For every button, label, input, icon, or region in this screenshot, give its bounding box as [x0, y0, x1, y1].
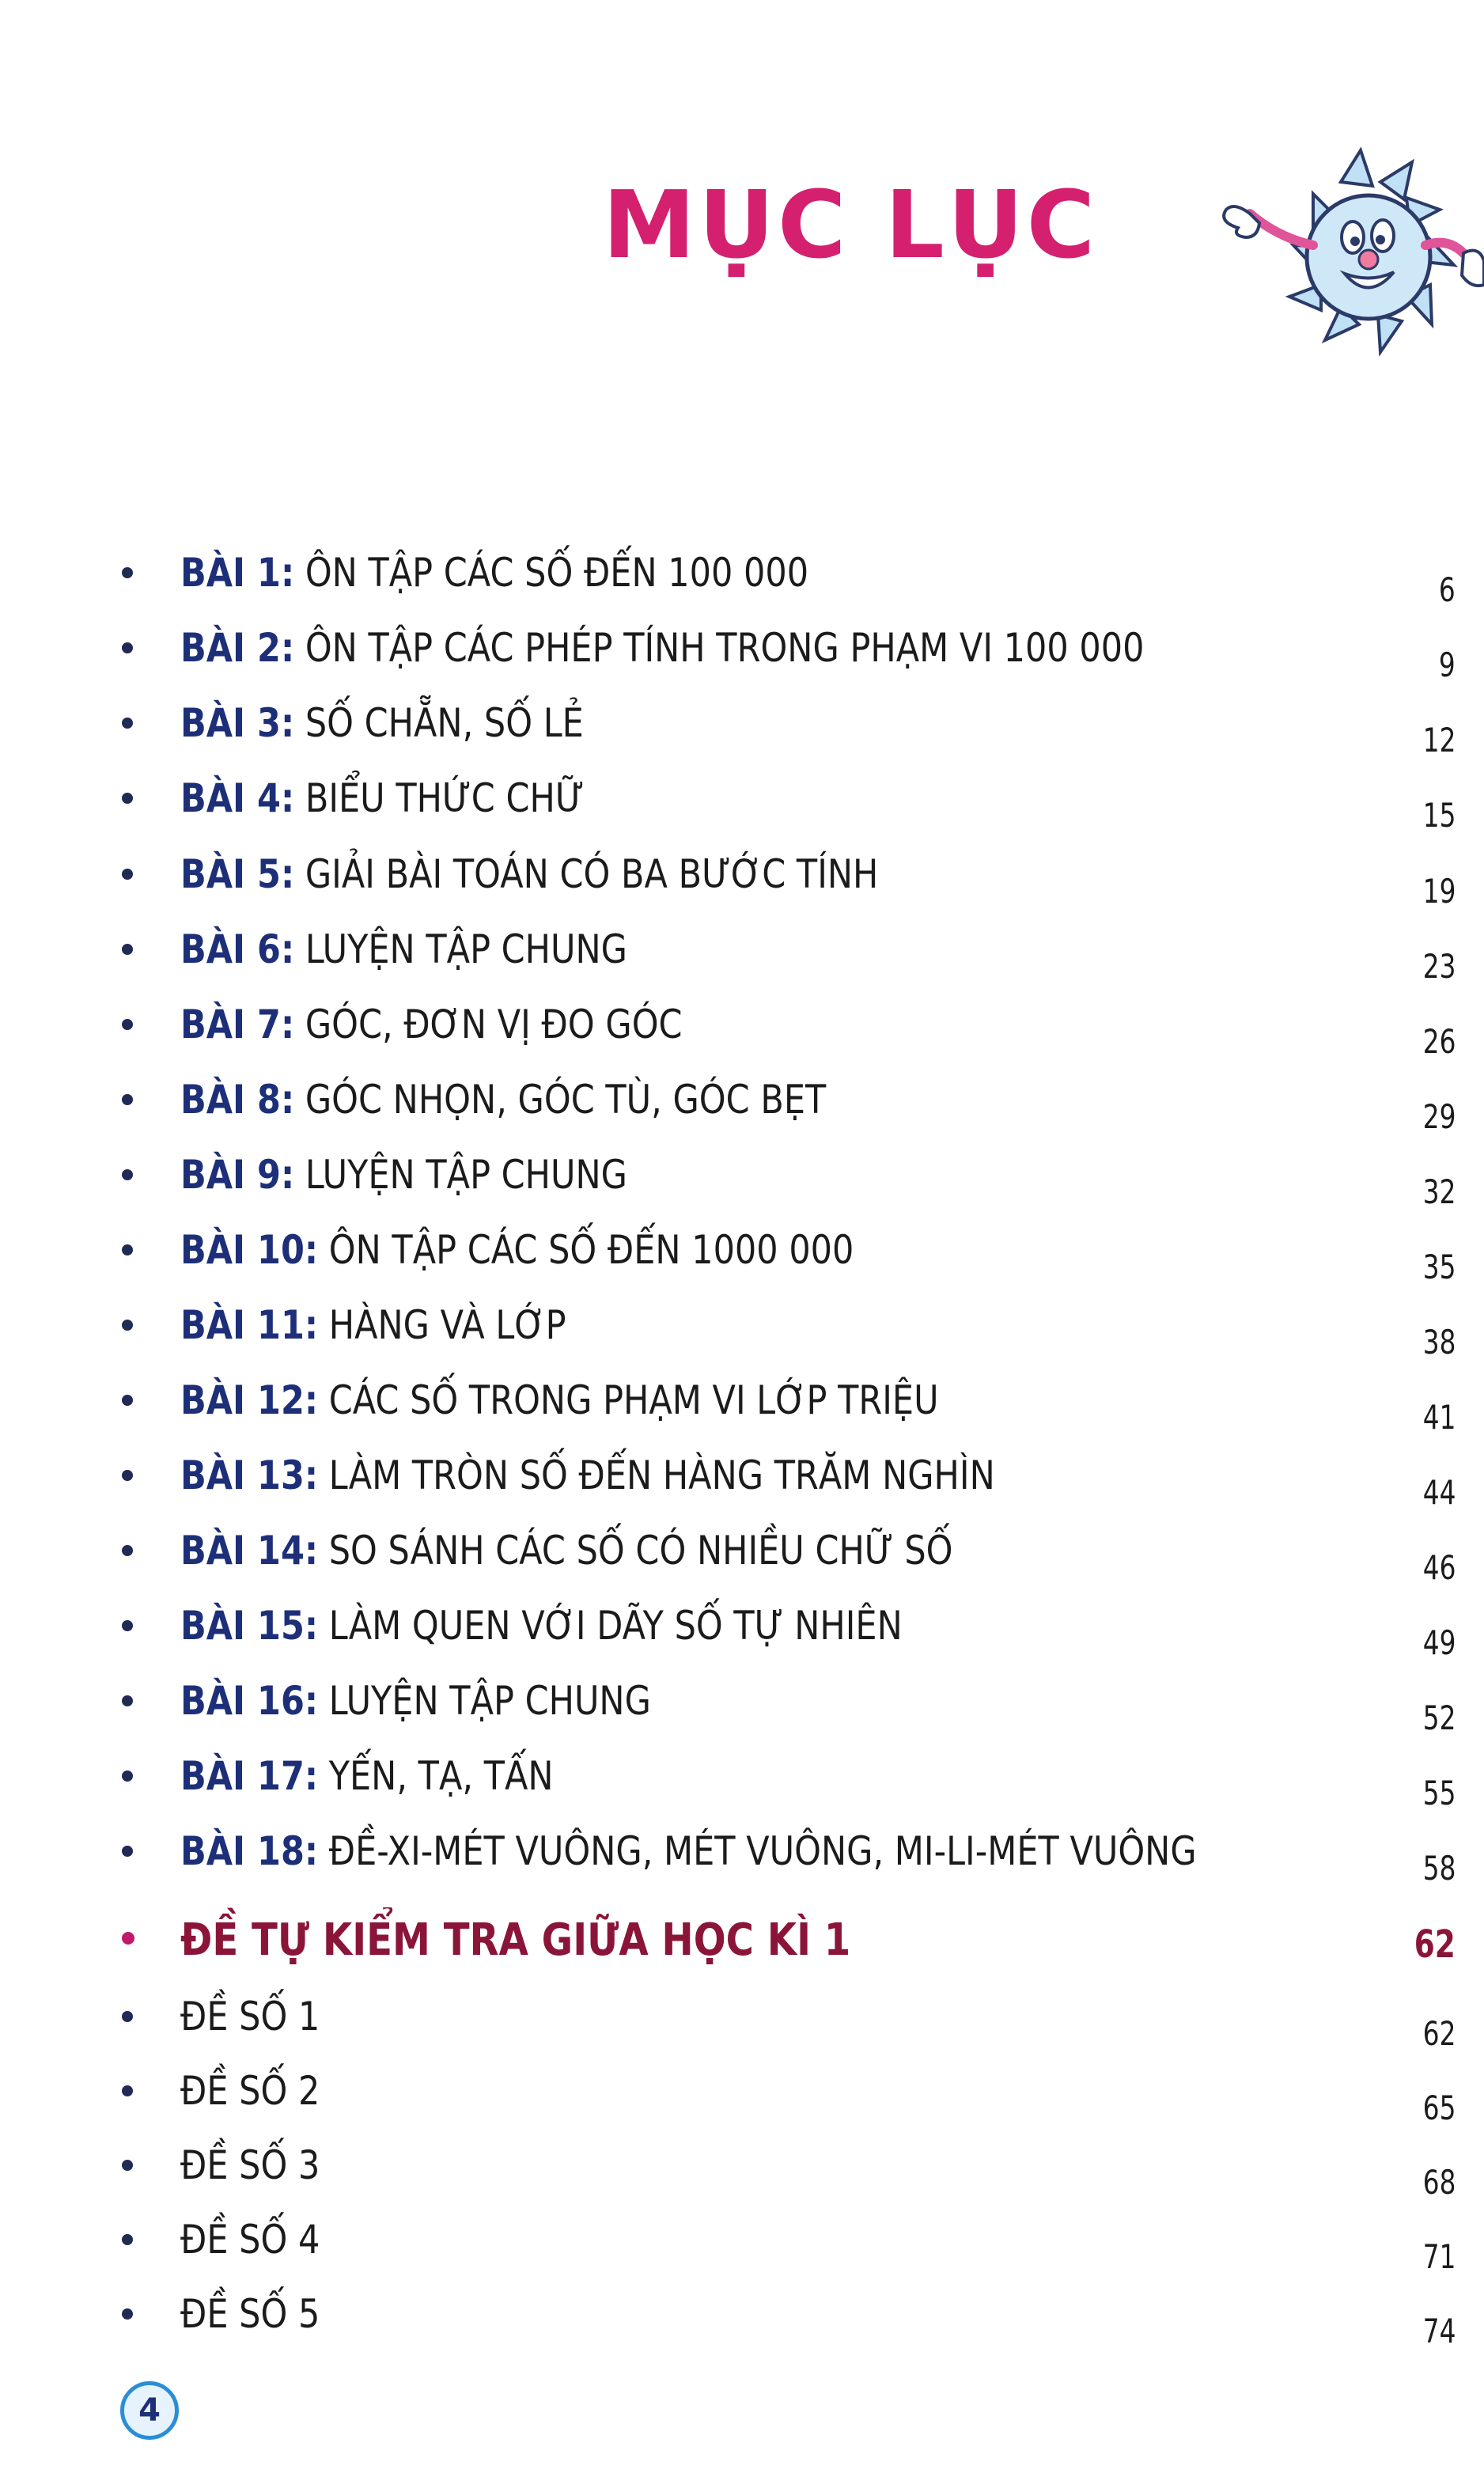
- lesson-label: BÀI 2:: [180, 625, 295, 671]
- page-ref: 29: [1422, 1097, 1456, 1136]
- toc-item[interactable]: [0, 1595, 1484, 1662]
- bullet-icon: [122, 1770, 133, 1782]
- bullet-icon: [122, 1320, 133, 1331]
- lesson-label: BÀI 5:: [180, 851, 295, 897]
- bullet-icon: [122, 1470, 133, 1481]
- lesson-label: BÀI 13:: [180, 1452, 319, 1498]
- page-ref: 49: [1422, 1623, 1456, 1662]
- bullet-icon: [122, 1846, 133, 1857]
- lesson-label: BÀI 16:: [180, 1678, 319, 1724]
- page-ref: 44: [1422, 1473, 1456, 1512]
- lesson-title: LÀM TRÒN SỐ ĐẾN HÀNG TRĂM NGHÌN: [328, 1452, 995, 1498]
- page-ref: 23: [1422, 947, 1456, 986]
- lesson-title: LUYỆN TẬP CHUNG: [305, 1152, 627, 1198]
- bullet-icon: [122, 642, 133, 653]
- test-item[interactable]: [0, 1986, 1484, 2053]
- lesson-label: BÀI 18:: [180, 1828, 319, 1874]
- lesson-title: HÀNG VÀ LỚP: [328, 1302, 566, 1348]
- bullet-icon: [122, 1932, 134, 1945]
- page-ref: 58: [1422, 1849, 1456, 1888]
- page-ref: 71: [1422, 2237, 1456, 2276]
- lesson-label: BÀI 8:: [180, 1077, 295, 1123]
- test-title: ĐỀ SỐ 2: [180, 2068, 320, 2114]
- lesson-label: BÀI 9:: [180, 1152, 295, 1198]
- toc-item[interactable]: [0, 1294, 1484, 1361]
- lesson-title: LÀM QUEN VỚI DÃY SỐ TỰ NHIÊN: [328, 1603, 903, 1649]
- bullet-icon: [122, 2160, 133, 2171]
- lesson-title: ÔN TẬP CÁC PHÉP TÍNH TRONG PHẠM VI 100 000: [305, 625, 1145, 671]
- test-title: ĐỀ SỐ 5: [180, 2291, 320, 2337]
- page-ref: 74: [1422, 2312, 1456, 2350]
- bullet-icon: [122, 1244, 133, 1255]
- lesson-title: SO SÁNH CÁC SỐ CÓ NHIỀU CHỮ SỐ: [328, 1528, 953, 1574]
- lesson-title: YẾN, TẠ, TẤN: [328, 1753, 554, 1799]
- lesson-label: BÀI 10:: [180, 1227, 319, 1273]
- lesson-title: GÓC NHỌN, GÓC TÙ, GÓC BẸT: [305, 1077, 827, 1123]
- lesson-title: LUYỆN TẬP CHUNG: [328, 1678, 651, 1724]
- page-ref: 32: [1422, 1172, 1456, 1211]
- bullet-icon: [122, 2234, 133, 2245]
- lesson-label: BÀI 7:: [180, 1002, 295, 1047]
- toc-item[interactable]: [0, 1219, 1484, 1286]
- page-ref: 9: [1439, 646, 1456, 684]
- toc-item[interactable]: [0, 1445, 1484, 1512]
- bullet-icon: [122, 1169, 133, 1180]
- toc-item[interactable]: [0, 994, 1484, 1061]
- page-ref: 6: [1439, 570, 1456, 609]
- toc-item[interactable]: [0, 1520, 1484, 1587]
- toc-item[interactable]: [0, 1369, 1484, 1437]
- section-heading[interactable]: [0, 1907, 1484, 1970]
- page-ref: 68: [1422, 2163, 1456, 2202]
- bullet-icon: [122, 944, 133, 955]
- toc-item[interactable]: [0, 1820, 1484, 1888]
- toc-item[interactable]: [0, 542, 1484, 609]
- page-ref: 55: [1422, 1774, 1456, 1812]
- lesson-title: ÔN TẬP CÁC SỐ ĐẾN 100 000: [305, 550, 809, 596]
- lesson-title: BIỂU THỨC CHỮ: [305, 775, 585, 821]
- lesson-label: BÀI 15:: [180, 1603, 319, 1649]
- page-ref: 41: [1422, 1398, 1456, 1437]
- lesson-title: SỐ CHẴN, SỐ LẺ: [305, 700, 584, 746]
- toc-item[interactable]: [0, 918, 1484, 986]
- page-ref: 19: [1422, 872, 1456, 911]
- lesson-title: ĐỀ-XI-MÉT VUÔNG, MÉT VUÔNG, MI-LI-MÉT VUÔNG: [328, 1828, 1197, 1874]
- bullet-icon: [122, 1094, 133, 1105]
- test-title: ĐỀ SỐ 4: [180, 2217, 320, 2263]
- bullet-icon: [122, 2011, 133, 2022]
- bullet-icon: [122, 1019, 133, 1030]
- section-page-ref: 62: [1414, 1922, 1456, 1967]
- toc-item[interactable]: [0, 692, 1484, 759]
- page-title: MỤC LỤC: [602, 170, 1099, 279]
- lesson-title: CÁC SỐ TRONG PHẠM VI LỚP TRIỆU: [328, 1377, 939, 1423]
- page-ref: 65: [1422, 2089, 1456, 2127]
- lesson-title: LUYỆN TẬP CHUNG: [305, 926, 627, 972]
- lesson-title: GÓC, ĐƠN VỊ ĐO GÓC: [305, 1002, 683, 1047]
- bullet-icon: [122, 869, 133, 880]
- toc-item[interactable]: [0, 767, 1484, 835]
- toc-item[interactable]: [0, 617, 1484, 684]
- bullet-icon: [122, 1695, 133, 1706]
- lesson-label: BÀI 17:: [180, 1753, 319, 1799]
- test-item[interactable]: [0, 2060, 1484, 2127]
- lesson-label: BÀI 1:: [180, 550, 295, 596]
- page-ref: 62: [1422, 2014, 1456, 2053]
- page-ref: 52: [1422, 1699, 1456, 1737]
- page-ref: 46: [1422, 1548, 1456, 1587]
- bullet-icon: [122, 2085, 133, 2096]
- lesson-label: BÀI 3:: [180, 700, 295, 746]
- page-ref: 15: [1422, 796, 1456, 835]
- page-ref: 38: [1422, 1323, 1456, 1361]
- bullet-icon: [122, 793, 133, 804]
- test-item[interactable]: [0, 2209, 1484, 2276]
- toc-item[interactable]: [0, 843, 1484, 911]
- lesson-title: ÔN TẬP CÁC SỐ ĐẾN 1000 000: [328, 1227, 854, 1273]
- bullet-icon: [122, 567, 133, 578]
- lesson-label: BÀI 6:: [180, 926, 295, 972]
- lesson-label: BÀI 14:: [180, 1528, 319, 1574]
- lesson-label: BÀI 11:: [180, 1302, 319, 1348]
- bullet-icon: [122, 1395, 133, 1406]
- bullet-icon: [122, 1620, 133, 1631]
- page-ref: 12: [1422, 721, 1456, 759]
- bullet-icon: [122, 718, 133, 729]
- test-title: ĐỀ SỐ 1: [180, 1994, 320, 2039]
- toc-item[interactable]: [0, 1745, 1484, 1812]
- toc-item[interactable]: [0, 1069, 1484, 1136]
- bullet-icon: [122, 1545, 133, 1556]
- page-number-badge: 4: [120, 2381, 179, 2440]
- test-item[interactable]: [0, 2283, 1484, 2350]
- lesson-label: BÀI 4:: [180, 775, 295, 821]
- bullet-icon: [122, 2308, 133, 2320]
- lesson-label: BÀI 12:: [180, 1377, 319, 1423]
- toc-item[interactable]: [0, 1670, 1484, 1737]
- lesson-title: GIẢI BÀI TOÁN CÓ BA BƯỚC TÍNH: [305, 851, 879, 897]
- section-title: ĐỀ TỰ KIỂM TRA GIỮA HỌC KÌ 1: [180, 1914, 851, 1966]
- test-title: ĐỀ SỐ 3: [180, 2142, 320, 2188]
- toc-item[interactable]: [0, 1144, 1484, 1211]
- page-ref: 35: [1422, 1248, 1456, 1286]
- test-item[interactable]: [0, 2134, 1484, 2202]
- page-ref: 26: [1422, 1022, 1456, 1061]
